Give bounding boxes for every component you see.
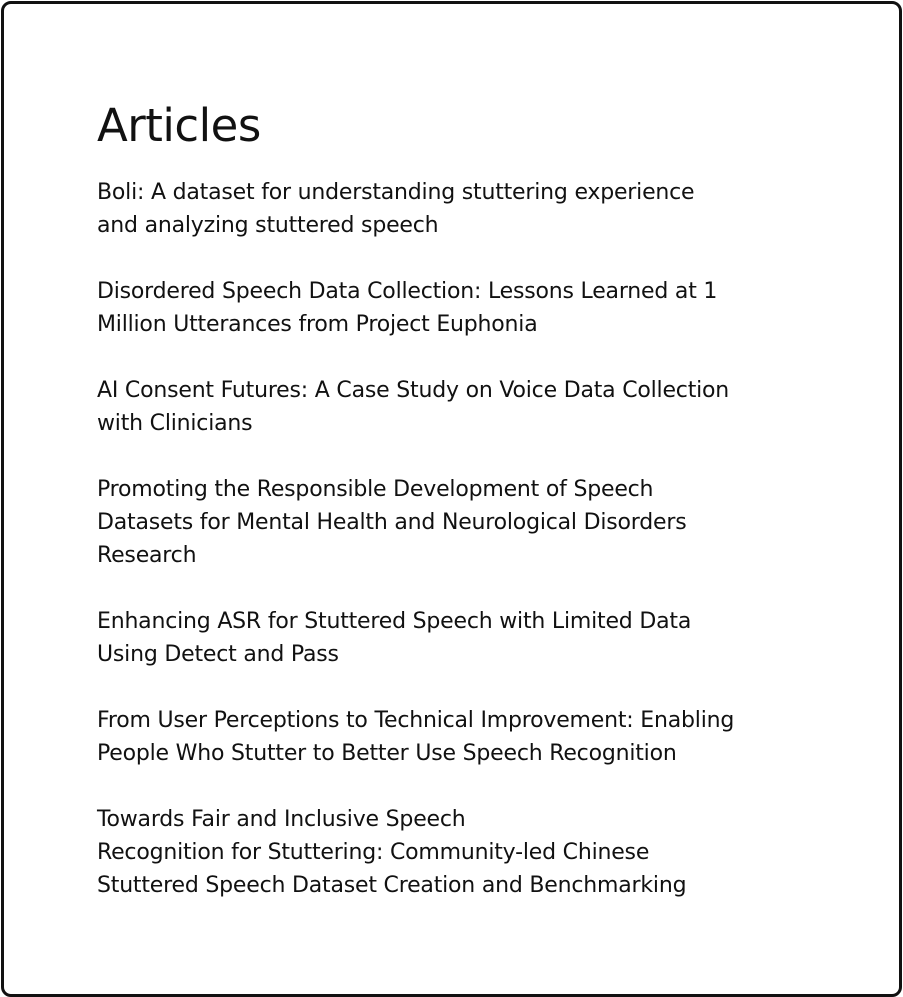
article-title-line: Datasets for Mental Health and Neurological Disorders bbox=[97, 510, 687, 535]
articles-card bbox=[1, 1, 902, 997]
article-title-line: with Clinicians bbox=[97, 411, 253, 436]
article-link[interactable] bbox=[97, 374, 817, 440]
articles-content bbox=[97, 98, 817, 902]
article-title-line: Enhancing ASR for Stuttered Speech with Limited Data bbox=[97, 609, 692, 634]
article-title-line: and analyzing stuttered speech bbox=[97, 213, 439, 238]
page-title: Articles bbox=[97, 99, 261, 152]
article-title-line: People Who Stutter to Better Use Speech Recognition bbox=[97, 741, 677, 766]
article-title-line: Million Utterances from Project Euphonia bbox=[97, 312, 538, 337]
article-link[interactable] bbox=[97, 605, 817, 671]
article-link[interactable] bbox=[97, 176, 817, 242]
article-title-line: AI Consent Futures: A Case Study on Voice Data Collection bbox=[97, 378, 730, 403]
article-title-line: Research bbox=[97, 543, 197, 568]
article-link[interactable] bbox=[97, 704, 817, 770]
article-list bbox=[97, 176, 817, 902]
article-title-line: Stuttered Speech Dataset Creation and Benchmarking bbox=[97, 873, 687, 898]
article-title-line: Disordered Speech Data Collection: Lessons Learned at 1 bbox=[97, 279, 718, 304]
article-link[interactable] bbox=[97, 803, 817, 902]
article-title-line: Promoting the Responsible Development of Speech bbox=[97, 477, 654, 502]
article-title-line: Using Detect and Pass bbox=[97, 642, 339, 667]
article-link[interactable] bbox=[97, 473, 817, 572]
article-title-line: Recognition for Stuttering: Community-led Chinese bbox=[97, 840, 650, 865]
article-title-line: From User Perceptions to Technical Improvement: Enabling bbox=[97, 708, 735, 733]
article-title-line: Towards Fair and Inclusive Speech bbox=[97, 807, 466, 832]
article-link[interactable] bbox=[97, 275, 817, 341]
article-title-line: Boli: A dataset for understanding stuttering experience bbox=[97, 180, 695, 205]
